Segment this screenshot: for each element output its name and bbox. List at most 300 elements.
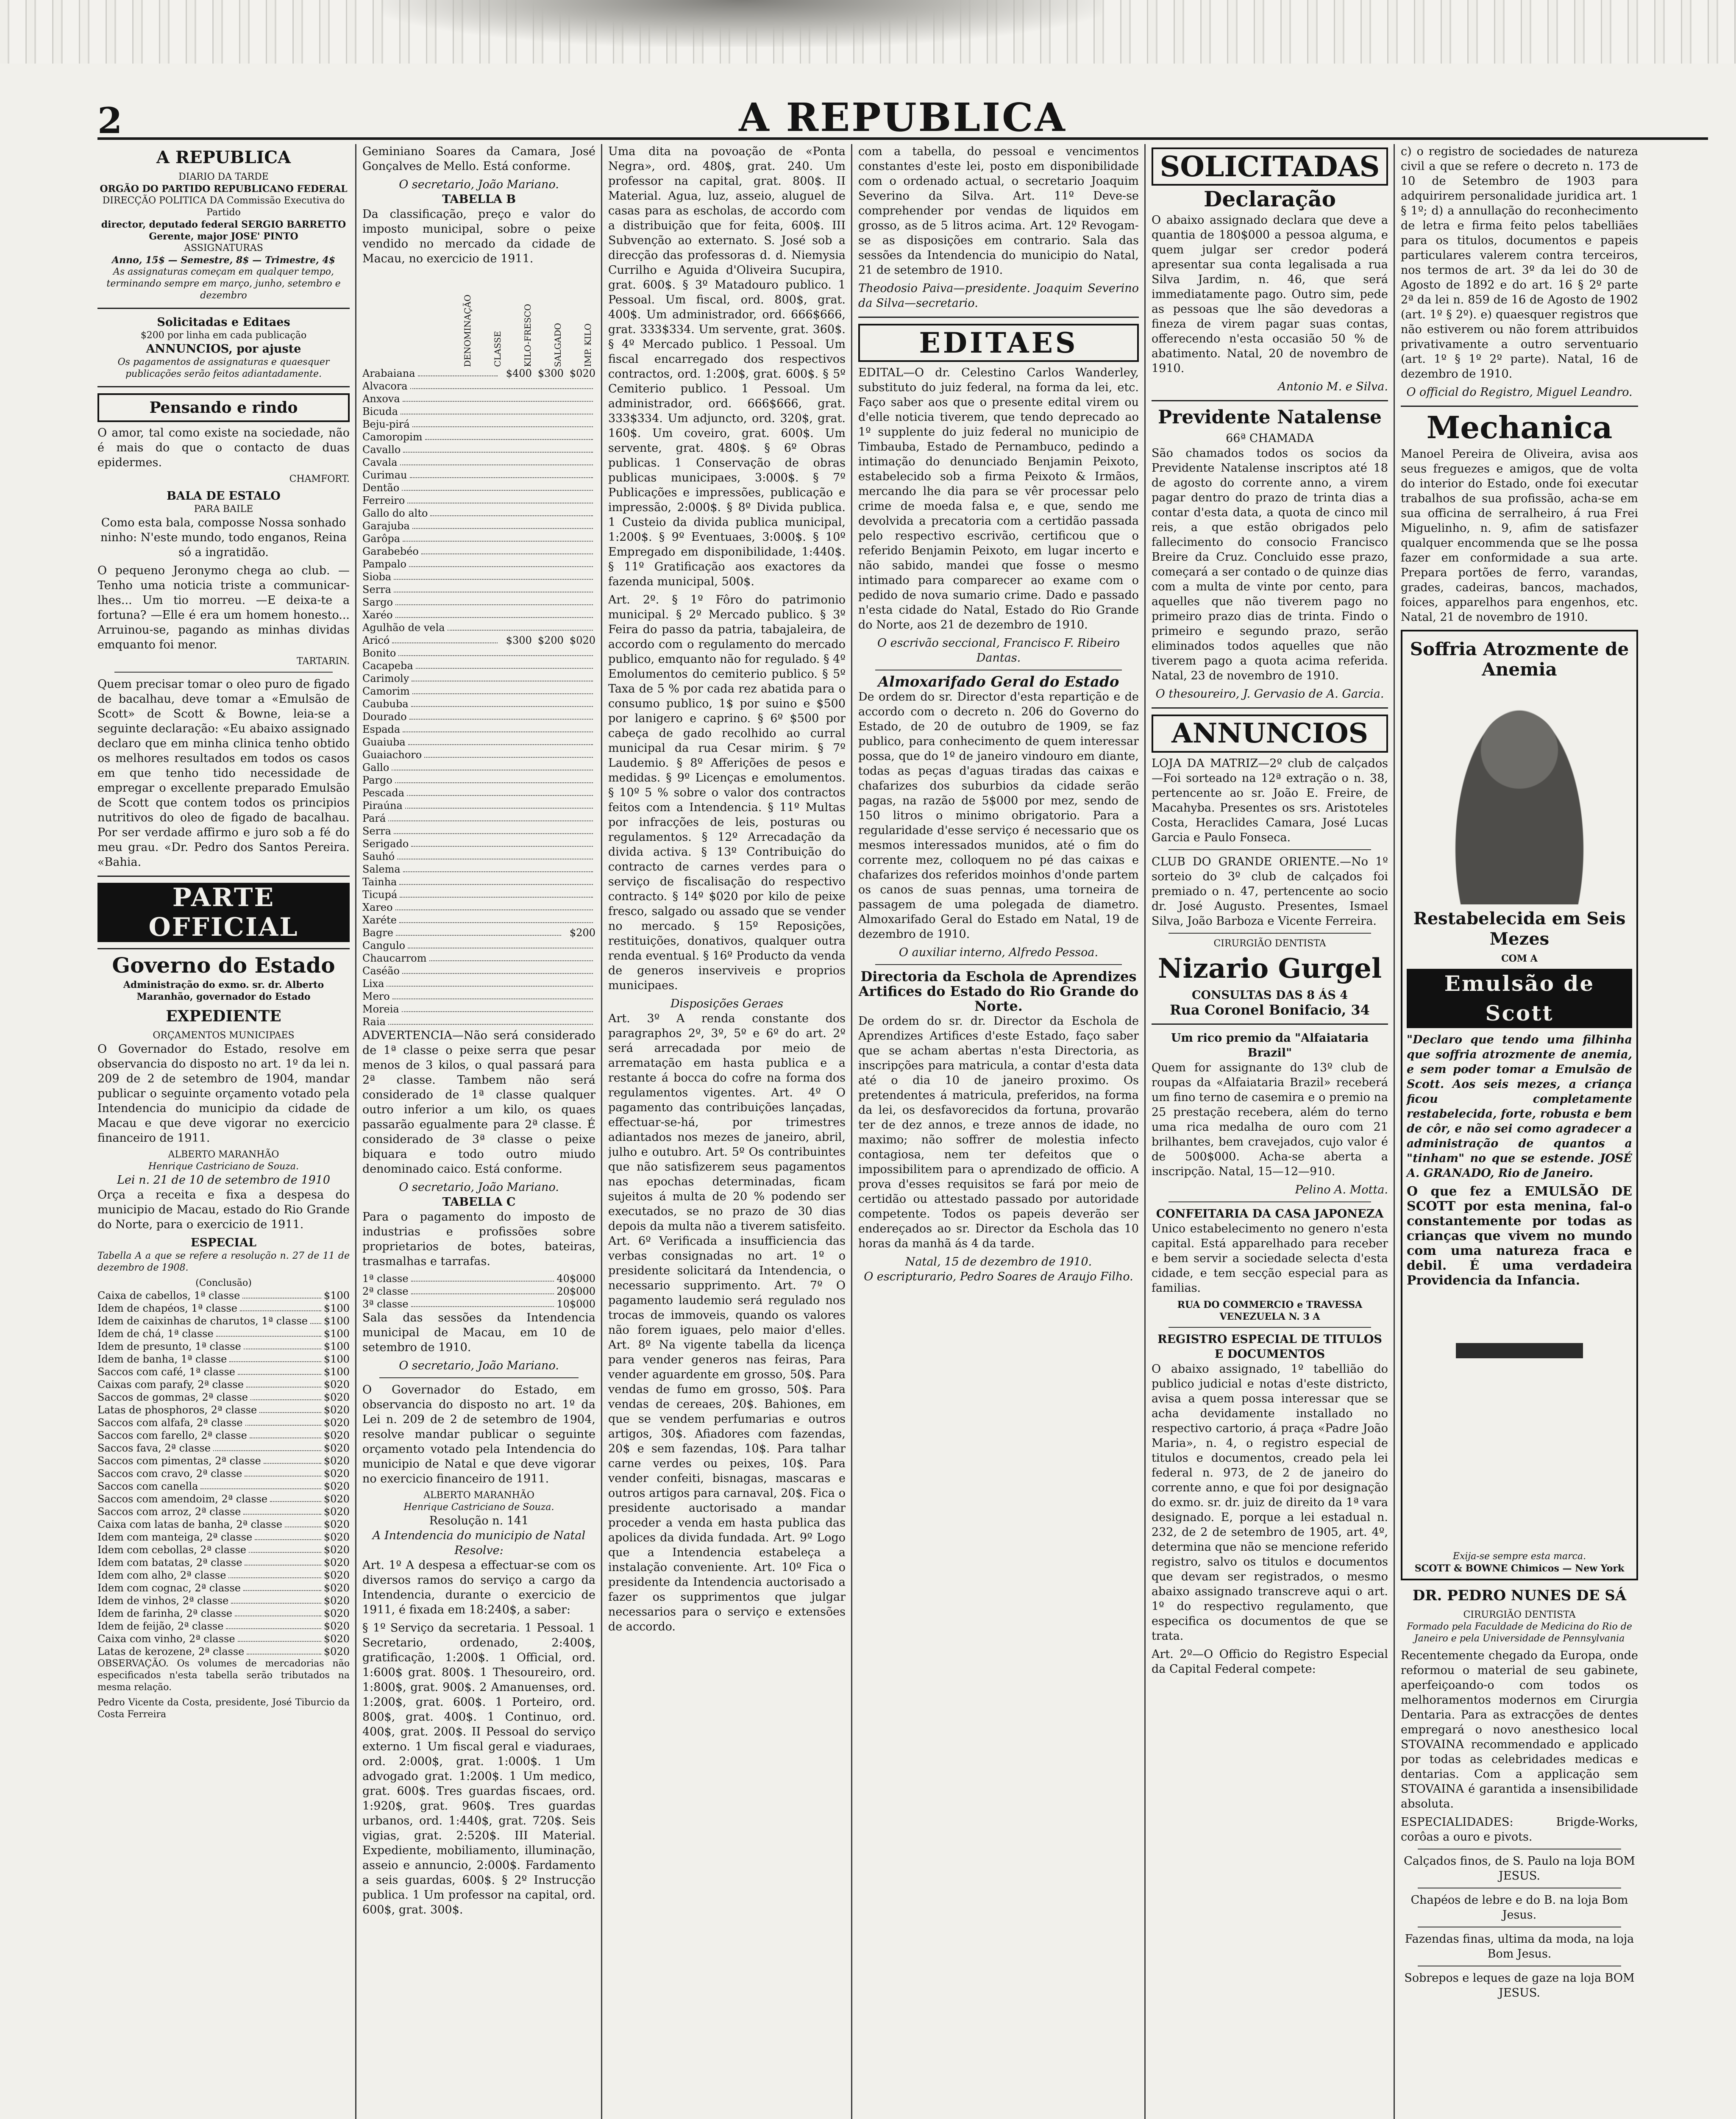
leader-dots xyxy=(285,1518,321,1527)
divider xyxy=(114,672,333,673)
fish-row xyxy=(362,443,595,456)
divider xyxy=(97,876,350,877)
tax-item-label: Caixa com latas de banha, 2ª classe xyxy=(97,1518,282,1530)
divider xyxy=(97,948,350,949)
fish-row xyxy=(362,520,595,532)
leader-dots xyxy=(398,647,593,656)
leader-dots xyxy=(402,1003,593,1012)
secretary-sign-3: O secretario, João Mariano. xyxy=(399,1359,559,1372)
tax-item-row xyxy=(97,1442,350,1454)
leader-dots xyxy=(408,736,593,745)
law-text: Orça a receita e fixa a despesa do municipio de Macau, estado do Rio Grande do Norte, para o exercicio de 1911. xyxy=(97,1188,350,1231)
hats-ad: Chapéos de lebre e do B. na loja Bom Jesus. xyxy=(1410,1894,1628,1922)
confeitaria-address: RUA DO COMMERCIO e TRAVESSA VENEZUELA N. 3 A xyxy=(1177,1299,1363,1322)
tax-item-row xyxy=(97,1620,350,1632)
leader-dots xyxy=(402,965,593,974)
fish-name: Sioba xyxy=(362,571,392,583)
fish-row xyxy=(362,977,595,990)
tax-item-label: Saccos com pimentas, 2ª classe xyxy=(97,1455,261,1467)
escola-title: Directoria da Eschola de Aprendizes Artifices do Estado do Rio Grande do Norte. xyxy=(858,968,1139,1014)
loja-text: LOJA DA MATRIZ—2º club de calçados—Foi sorteado na 12ª extração o n. 38, pertencente ao sr. João E. Freire, de Macahyba. Presentes os srs. Aristoteles Costa, Heraclides Camara, José Lucas Garcia e Paulo Fonseca. xyxy=(1152,757,1388,844)
premio-sign: Pelino A. Motta. xyxy=(1295,1183,1388,1196)
divider xyxy=(1401,406,1638,407)
declaracao-title: Declaração xyxy=(1204,186,1336,211)
tax-item-row xyxy=(97,1505,350,1518)
leader-dots xyxy=(270,1493,321,1502)
masthead: A REPUBLICA xyxy=(739,95,1067,140)
fish-name: Piraúna xyxy=(362,800,403,812)
fish-name: Camorim xyxy=(362,685,410,697)
fish-row xyxy=(362,901,595,914)
divider xyxy=(97,308,350,309)
leader-dots xyxy=(240,1302,321,1311)
tax-item-label: Idem de chapéos, 1ª classe xyxy=(97,1302,237,1314)
leader-dots xyxy=(403,863,593,872)
leader-dots xyxy=(412,418,593,427)
tax-item-value: $020 xyxy=(323,1442,350,1454)
registro-continued: c) o registro de sociedades de natureza civil a que se refere o decreto n. 173 de 10 de Setembro de 1903 para adquirirem personalidade juridica art. 1 § 1º; d) a annullação do reconhecimento de letra e firma feito pelos tabelliães para os titulos, documentos e papeis particulares valerem contra terceiros, nos termos de art. 3º da lei do 30 de Agosto de 1892 e do art. 16 § 2º parte 2ª da lei n. 859 de 16 de Agosto de 1902 (art. 1º § 2º). e) quaesquer registros que não estiverem ou não forem attribuidos privativamente a outro serventuario (art. 1º § 1º 2º parte). Natal, 16 de dezembro de 1910. xyxy=(1401,145,1638,381)
fish-row xyxy=(362,990,595,1003)
leader-dots xyxy=(395,774,593,783)
services-text: § 1º Serviço da secretaria. 1 Pessoal. 1 Secretario, ordenado, 2:400$, gratificação, 1:200$. 1 Official, ord. 1:600$ grat. 800$. 1 Thesoureiro, ord. 1:800$, grat. 900$. 2 Amanuenses, ord. 1:200$, grat. 600$. 1 Porteiro, ord. 800$, grat. 400$. 1 Continuo, ord. 400$, grat. 200$. II Pessoal do serviço externo. 1 Um fiscal geral e viaduraes, ord. 2:000$, grat. 1:000$. 1 Um advogado grat. 1:200$. 1 Um medico, grat. 600$. Tres guardas fiscaes, ord. 1:920$, grat. 960$. Tres guardas urbanos, ord. 1:440$, grat. 720$. Seis vigias, grat. 2:520$. III Material. Expediente, mobiliamento, illuminação, asseio e annuncio, 2:000$. Fardamento a seis guardas, 600$. § 2º Instrucção publica. 1 Um professor na capital, ord. 600$, grat. 300$. xyxy=(362,1621,595,1916)
fish-name: Serigado xyxy=(362,838,409,850)
secretary-sign: O secretario, João Mariano. xyxy=(399,178,559,191)
tax-item-row xyxy=(97,1327,350,1340)
fish-name: Cacapeba xyxy=(362,660,413,672)
class-label: 3ª classe xyxy=(362,1298,409,1310)
almoxarifado-title: Almoxarifado Geral do Estado xyxy=(878,673,1119,690)
leader-dots xyxy=(238,1632,321,1642)
fish-name: Serra xyxy=(362,825,391,837)
special-title: ESPECIAL xyxy=(190,1236,256,1249)
fish-row xyxy=(362,431,595,443)
tax-item-value: $020 xyxy=(323,1404,350,1416)
premio-text: Quem for assignante do 13º club de roupas da «Alfaiataria Brazil» receberá um fino terno de casemira e o premio na 25 prestação recebera, além do terno uma rica medalha de ouro com 21 brilhantes, bem cravejados, cujo valor é de 500$000. Acha-se aberta a inscripção. Natal, 15—12—910. xyxy=(1152,1061,1388,1178)
leader-dots xyxy=(403,443,593,453)
observation-text: OBSERVAÇÃO. Os volumes de mercadorias não especificados n'esta tabella serão tributados na mesma relação. xyxy=(97,1658,350,1693)
fish-price: $200 xyxy=(537,634,564,646)
table-b-header xyxy=(362,270,595,367)
tax-item-row xyxy=(97,1391,350,1404)
fish-row xyxy=(362,621,595,634)
leader-dots xyxy=(429,952,593,961)
ad-maker: SCOTT & BOWNE Chimicos — New York xyxy=(1414,1563,1625,1574)
leader-dots xyxy=(242,1289,321,1299)
tax-item-value: $020 xyxy=(323,1607,350,1619)
expediente-title: EXPEDIENTE xyxy=(166,1007,281,1025)
gov-text: O Governador do Estado, resolve em observancia do disposto no art. 1º da lei n. 209 de 2 de setembro de 1904, mandar publicar o seguinte orçamento votado pela Intendencia do municipio da cidade de Macau e que deve vigorar no exercicio financeiro de 1911. xyxy=(97,1043,350,1145)
fish-row xyxy=(362,863,595,876)
leader-dots xyxy=(430,507,593,516)
ad-headline: Soffria Atrozmente de Anemia xyxy=(1410,639,1629,680)
leader-dots xyxy=(394,583,593,592)
table-b-column-header: IMP. KILO xyxy=(583,323,593,367)
column-rule xyxy=(1144,144,1146,2119)
fish-name: Serra xyxy=(362,584,391,595)
tax-item-row xyxy=(97,1454,350,1467)
intendencia-signers: Theodosio Paiva—presidente. Joaquim Severino da Silva—secretario. xyxy=(858,282,1139,310)
escola-text: De ordem do sr. dr. Director da Eschola de Aprendizes Artifices d'este Estado, faço saber que se acham abertas n'esta Directoria, as inscripções para matricula, a contar d'esta data até o dia 10 de janeiro proximo. Os pretendentes á matricula, preferidos, na forma da lei, os desfavorecidos da fortuna, provarão ter de dez annos, e treze annos de idade, no maximo; não soffrer de molestia infecto contagiosa, nem ter defeitos que o impossibilitem para o aprendizado de officio. A prova d'esses requisitos se fará por meio de certidão ou attestado passado por autoridade competente. Todos os papeis deverão ser endereçados ao sr. Director da Eschola das 10 horas da manhã ás 4 da tarde. xyxy=(858,1015,1139,1250)
budget-end-text: com a tabella, do pessoal e vencimentos constantes d'este lei, posto em disponibilidade com o ordenado actual, o secretario Joaquim Severino da Silva. Art. 11º Deve-se comprehender por vendas de liquidos em grosso, as de 5 litros acima. Art. 12º Revogam-se as disposições em contrario. Sala das sessões da Intendencia do municipio do Natal, 21 de setembro de 1910. xyxy=(858,145,1139,277)
tax-item-label: Idem de vinhos, 2ª classe xyxy=(97,1595,229,1607)
previdente-title: Previdente Natalense xyxy=(1158,406,1382,428)
fish-row xyxy=(362,1003,595,1015)
fish-name: Cavala xyxy=(362,456,398,468)
tax-item-value: $020 xyxy=(323,1569,350,1581)
leader-dots xyxy=(245,1416,321,1426)
signer-secretary: Henrique Castriciano de Souza. xyxy=(148,1161,299,1172)
subscription-prices: Anno, 15$ — Semestre, 8$ — Trimestre, 4$ xyxy=(112,255,335,266)
intro-text: Geminiano Soares da Camara, José Gonçalves de Mello. Está conforme. xyxy=(362,145,595,173)
fish-row xyxy=(362,837,595,850)
secretary-sign-2: O secretario, João Mariano. xyxy=(399,1181,559,1194)
fish-name: Curimau xyxy=(362,469,407,481)
leader-dots xyxy=(397,850,593,859)
fish-name: Sargo xyxy=(362,596,393,608)
declaracao-sign: Antonio M. e Silva. xyxy=(1278,380,1388,393)
ad-com: COM A xyxy=(1501,953,1538,964)
tax-item-label: Saccos com farello, 2ª classe xyxy=(97,1429,247,1441)
tax-item-label: Caixas com parafy, 2ª classe xyxy=(97,1379,244,1390)
emulsion-text: Quem precisar tomar o oleo puro de figado de bacalhau, deve tomar a «Emulsão de Scott» de Scott & Bowne, leia-se a seguinte declaração: «Eu abaixo assignado declaro que em minha clinica tenho obtido os melhores resultados em todos os casos em que tenho tido necessidade de empregar o excellente preparado Emulsão de Scott que contem todos os principios nutritivos do oleo de figado de bacalhau. Por ser verdade affirmo e juro sob a fé do meu grau. «Dr. Pedro dos Santos Pereira. «Bahia. xyxy=(97,678,350,869)
fish-name: Camoropim xyxy=(362,431,423,443)
fish-row xyxy=(362,558,595,570)
doctor-specialties: ESPECIALIDADES: Brigde-Works, corôas a ouro e pivots. xyxy=(1401,1816,1638,1844)
fish-name: Dourado xyxy=(362,711,407,723)
leader-dots xyxy=(200,1480,321,1489)
divider xyxy=(1168,1327,1371,1328)
joke-author: TARTARIN. xyxy=(297,656,350,667)
ball-subtitle: PARA BAILE xyxy=(194,504,253,514)
fish-name: Chaucarrom xyxy=(362,952,427,964)
column-3 xyxy=(608,144,846,2119)
column-2 xyxy=(362,144,595,2119)
leader-dots xyxy=(245,1556,321,1566)
fish-price: $020 xyxy=(569,634,595,646)
tax-item-value: $020 xyxy=(323,1633,350,1645)
fish-name: Espada xyxy=(362,723,401,735)
leader-dots xyxy=(395,596,593,605)
fish-name: Garabebéo xyxy=(362,545,419,557)
tax-item-value: $100 xyxy=(323,1302,350,1314)
tax-item-label: Latas de kerozene, 2ª classe xyxy=(97,1646,245,1657)
confeitaria-text: Unico estabelecimento no genero n'esta capital. Está apparelhado para receber e bem servir a sociedade selecta d'esta cidade, e tem secção especial para as familias. xyxy=(1152,1222,1388,1295)
leader-dots xyxy=(243,1582,321,1591)
table-b-title: TABELLA B xyxy=(442,193,516,206)
class-value: 10$000 xyxy=(556,1298,595,1310)
page-stain xyxy=(381,0,1102,47)
resolution-title: Resolução n. 141 xyxy=(429,1514,529,1527)
escola-date: Natal, 15 de dezembro de 1910. xyxy=(905,1255,1092,1268)
escola-sign: O escripturario, Pedro Soares de Araujo Filho. xyxy=(864,1270,1133,1283)
tax-item-label: Saccos com amendoim, 2ª classe xyxy=(97,1493,268,1505)
budget-text-2: Art. 2º. § 1º Fôro do patrimonio municipal. § 2º Mercado publico. § 3º Feira do passo da patria, tabajaleira, de accordo com o regulamento do mercado publico, emquanto não for regulado. § 4º Emolumentos do cemiterio publico. § 5º Taxa de 5 % por cada rez abatida para o consumo publico, 1$ por suino e $500 por lanigero e caprino. § 6º $500 por cabeça de gado recolhido ao curral municipal da rua Cesar mirim. § 7º Laudemio. § 8º Afferições de pesos e medidas. § 9º Licenças e emolumentos. § 10º 5 % sobre o valor dos contractos feitos com a Intendencia. § 11º Multas por infracções de leis, posturas ou regulamentos. § 12º Arrecadação da divida activa. § 13º Contribuição do contracto de carnes verdes para o serviço de fiscalisação do respectivo contracto. § 14º $020 por kilo de peixe fresco, salgado ou assado que se vender no mercado. § 15º Reposições, restituições, donativos, qualquer outra renda eventual. § 16º Producto da venda de generos inserviveis e proprios municipaes. xyxy=(608,593,846,992)
leader-dots xyxy=(399,876,593,885)
almoxarifado-text: De ordem do sr. Director d'esta repartição e de accordo com o decreto n. 206 do Governo do Estado, de 20 de outubro de 1909, se faz publico, para conhecimento de quem interessar possa, que do 1º de janeiro vindouro em diante, todas as peças d'aguas tiradas das caixas e chafarizes dos suburbios da cidade serão pagas, na razão de 5$000 por mez, sendo de 150 litros o minimo obrigatorio. Para a regularidade d'esse serviço é necessario que os mesmos interessados munidos, até o fim do corrente mez, colloquem no pé das caixas e chafarizes dos referidos moinhos d'onde partem os canos de suas pennas, uma torneira de passagem de uma polegada de diametro. Almoxarifado Geral do Estado em Natal, 19 de dezembro de 1910. xyxy=(858,690,1139,941)
ad-tag: Exija-se sempre esta marca. xyxy=(1452,1551,1586,1562)
tax-item-row xyxy=(97,1365,350,1378)
orcamentos-title: ORÇAMENTOS MUNICIPAES xyxy=(153,1030,295,1041)
divider xyxy=(97,386,350,387)
tax-item-label: Latas de phosphoros, 2ª classe xyxy=(97,1404,257,1416)
sala-text: Sala das sessões da Intendencia municipal de Macau, em 10 de setembro de 1910. xyxy=(362,1311,595,1354)
resolution-text: A Intendencia do municipio de Natal Resolve: xyxy=(372,1529,586,1557)
fish-row xyxy=(362,685,595,698)
class-label: 1ª classe xyxy=(362,1273,409,1285)
dentist-address: Rua Coronel Bonifacio, 34 xyxy=(1170,1002,1370,1018)
fish-row xyxy=(362,405,595,418)
tax-item-label: Caixa com vinho, 2ª classe xyxy=(97,1633,235,1645)
fish-row xyxy=(362,698,595,710)
leader-dots xyxy=(407,494,593,503)
leader-dots xyxy=(394,825,593,834)
leader-dots xyxy=(388,812,593,821)
tax-item-value: $020 xyxy=(323,1620,350,1632)
leader-dots xyxy=(409,710,593,720)
tax-item-value: $020 xyxy=(323,1429,350,1441)
tax-item-row xyxy=(97,1543,350,1556)
fish-name: Carimoly xyxy=(362,673,409,684)
subscription-note: As assignaturas começam em qualquer tempo, terminando sempre em março, junho, setembro e dezembro xyxy=(106,267,341,301)
leader-dots xyxy=(400,888,593,898)
leader-dots xyxy=(403,723,593,732)
fish-name: Lixa xyxy=(362,978,384,990)
paper-title: A REPUBLICA xyxy=(156,147,291,167)
fish-name: Alvacora xyxy=(362,380,408,392)
signer-2: ALBERTO MARANHÃO xyxy=(423,1490,534,1501)
paper-subtitle: DIARIO DA TARDE xyxy=(178,172,269,182)
joke-text: O pequeno Jeronymo chega ao club. —Tenho uma noticia triste a communicar-lhes... Um tio morreu. —E deixa-te a fortuna? —Elle é era um homem honesto... Arruinou-se, pagando as minhas dividas emquanto foi menor. xyxy=(97,564,350,651)
table-b-column-header: KILO-FRESCO xyxy=(523,304,533,367)
divider xyxy=(875,964,1122,965)
fish-name: Guaiachoro xyxy=(362,749,422,761)
class-table xyxy=(362,1272,595,1310)
leader-dots xyxy=(244,1340,321,1349)
leader-dots xyxy=(213,1442,321,1451)
fish-name: Dentão xyxy=(362,482,400,494)
table-c-text: Para o pagamento do imposto de industrias e profissões sobre proprietarios de botes, bateiras, trasmalhas e tarrafas. xyxy=(362,1210,595,1268)
leader-dots xyxy=(410,380,593,389)
edital-text: EDITAL—O dr. Celestino Carlos Wanderley, substituto do juiz federal, na forma da lei, etc. Faço saber aos que o presente edital virem ou d'elle noticia tiverem, que tendo deprecado ao 1º supplente do juiz federal no municipio de Timbauba, Estado de Pernambuco, pedindo a intimação do denunciado Benjamin Peixoto, estabelecido sob a firma Peixoto & Irmãos, mercando lhe dia para se vêr processar pelo crime de moeda falsa e, e que, sendo me devolvida a precatoria com a certidão passada pelo respectivo escrivão, certificou que o referido Benjamin Peixoto, em lugar incerto e não sabido, mandei que fosse o mesmo intimado para comparecer ao exame com o pedido de nova sumario crime. Dado e passado n'esta cidade do Natal, Estado do Rio Grande do Norte, aos 21 de dezembro de 1910. xyxy=(858,366,1139,631)
leader-dots xyxy=(407,787,593,796)
class-label: 2ª classe xyxy=(362,1285,409,1297)
tax-item-value: $020 xyxy=(323,1480,350,1492)
divider xyxy=(858,317,1139,318)
mechanica-title: Mechanica xyxy=(1426,409,1613,445)
gov2-text: O Governador do Estado, em observancia do disposto no art. 1º da Lei n. 209 de 2 de setembro de 1904, resolve mandar publicar o seguinte orçamento votado pela Intendencia do municipio de Natal e que deve vigorar no exercicio financeiro de 1911. xyxy=(362,1383,595,1485)
fish-name: Agulhão de vela xyxy=(362,622,445,634)
fish-row xyxy=(362,456,595,469)
tax-item-row xyxy=(97,1302,350,1315)
leader-dots xyxy=(412,672,593,681)
fish-row xyxy=(362,596,595,609)
tax-item-value: $020 xyxy=(323,1595,350,1607)
tax-item-label: Idem com manteiga, 2ª classe xyxy=(97,1531,253,1543)
page-number: 2 xyxy=(97,100,122,142)
dentist-hours: CONSULTAS DAS 8 ÁS 4 xyxy=(1191,989,1348,1002)
registro-title: REGISTRO ESPECIAL DE TITULOS E DOCUMENTOS xyxy=(1157,1333,1382,1361)
doctor-name: DR. PEDRO NUNES DE SÁ xyxy=(1412,1587,1627,1604)
fish-row xyxy=(362,799,595,812)
official-sign: O official do Registro, Miguel Leandro. xyxy=(1406,386,1633,399)
solicitadas-title: SOLICITADAS xyxy=(1152,147,1388,186)
fish-name: Bonito xyxy=(362,647,396,659)
leader-dots xyxy=(411,1298,554,1307)
ad-promise: O que fez a EMULSÃO DE SCOTT por esta menina, fal-o constantemente por todas as crianças que vivem no mundo com uma natureza fraca e debil. É uma verdadeira Providencia da Infancia. xyxy=(1407,1184,1632,1288)
conclusion-note: (Conclusão) xyxy=(195,1278,252,1288)
tax-item-value: $100 xyxy=(323,1290,350,1301)
fish-price: $300 xyxy=(506,634,532,646)
leader-dots xyxy=(418,367,498,376)
leader-dots xyxy=(229,1353,321,1362)
fish-name: Pargo xyxy=(362,774,392,786)
fisherman-trademark-icon xyxy=(1456,1292,1583,1546)
art1-text: Art. 1º A despesa a effectuar-se com os diversos ramos do serviço a cargo da Intendencia, durante o exercicio de 1911, é fixada em 18:240$, a saber: xyxy=(362,1559,595,1616)
fish-row xyxy=(362,380,595,392)
fish-name: Cangulo xyxy=(362,940,406,951)
fish-row xyxy=(362,481,595,494)
tax-item-row xyxy=(97,1632,350,1645)
leader-dots xyxy=(255,1531,321,1540)
budget-text-1: Uma dita na povoação de «Ponta Negra», ord. 480$, grat. 240. Um professor na capital, grat. 800$. II Material. Agua, luz, asseio, aluguel de casas para as escholas, de accordo com a distribuição que for feita, 600$. III Subvenção ao externato. S. José sob a direcção das professoras d. d. Niemysia Currilho e Aguida d'Oliveira Sucupira, grat. 600$. § 3º Matadouro publico. 1 Pessoal. Um fiscal, ord. 800$, grat. 400$. Um administrador, ord. 666$666, grat. 333$334. Um servente, grat. 360$. § 4º Mercado publico. 1 Pessoal. Um fiscal encarregado dos respectivos contractos, ord. 1:200$, grat. 600$. § 5º Cemiterio publico. 1 Pessoal. Um administrador, ord. 666$666, grat. 333$334. Um adjuncto, ord. 320$, grat. 160$. Um coveiro, grat. 600$. Um servente, grat. 480$. § 6º Obras publicas. 1 Conservação de obras publicas municipaes, 3:000$. § 7º Publicações e impressões, publicação e impressão, 2:000$. § 8º Divida publica. 1 Custeio da divida publica municipal, 1:200$. § 9º Eventuaes, 3:000$. § 10º Empregado em disponibilidade, 1:440$. § 11º Gratificação aos exactores da fazenda municipal, 500$. xyxy=(608,145,846,588)
chamada-title: 66ª CHAMADA xyxy=(1226,432,1314,445)
fish-name: Aricó xyxy=(362,634,390,646)
fish-row xyxy=(362,876,595,888)
fish-row xyxy=(362,545,595,558)
fish-name: Guaiuba xyxy=(362,736,406,748)
class-row xyxy=(362,1298,595,1310)
leader-dots xyxy=(392,761,593,770)
fish-price: $200 xyxy=(569,927,595,939)
solicited-title: Solicitadas e Editaes xyxy=(157,316,290,329)
fish-row xyxy=(362,392,595,405)
fish-name: Arabaiana xyxy=(362,367,415,379)
fish-price: $020 xyxy=(569,367,595,379)
tax-item-label: Saccos com canella xyxy=(97,1480,198,1492)
fish-name: Mero xyxy=(362,990,390,1002)
paper-direction: DIRECÇÃO POLITICA DA Commissão Executiva do Partido xyxy=(102,195,345,218)
tax-item-row xyxy=(97,1416,350,1429)
tax-item-row xyxy=(97,1340,350,1353)
fish-row xyxy=(362,710,595,723)
fans-ad: Fazendas finas, ultima da moda, na loja Bom Jesus. xyxy=(1405,1933,1634,1960)
fish-name: Pará xyxy=(362,812,386,824)
umbrellas-ad: Sobrepos e leques de gaze na loja BOM JESUS. xyxy=(1404,1972,1635,1999)
fish-name: Cavallo xyxy=(362,444,401,456)
fish-name: Moreia xyxy=(362,1003,399,1015)
leader-dots xyxy=(245,1467,321,1477)
fish-row xyxy=(362,1015,595,1028)
leader-dots xyxy=(247,1645,321,1655)
column-rule xyxy=(851,144,852,2119)
ad-restab: Restabelecida em Seis Mezes xyxy=(1413,909,1626,949)
gov-admin: Administração do exmo. sr. dr. Alberto Maranhão, governador do Estado xyxy=(123,979,324,1002)
tax-item-value: $020 xyxy=(323,1544,350,1556)
ad-quote: "Declaro que tendo uma filhinha que soffria atrozmente de anemia, e sem poder tomar a Emulsão de Scott. Aos seis mezes, a criança ficou completamente restabelecida, forte, robusta e bem de côr, e não sei como agradecer a administração de quantos a "tinham" no que se estende. JOSÉ A. GRANADO, Rio de Janeiro. xyxy=(1407,1033,1632,1180)
divider xyxy=(1168,849,1371,850)
tax-item-row xyxy=(97,1480,350,1493)
official-section-title: PARTE OFFICIAL xyxy=(97,883,350,942)
fish-row xyxy=(362,723,595,736)
paper-manager: Gerente, major JOSE' PINTO xyxy=(149,231,298,242)
tax-item-row xyxy=(97,1353,350,1365)
tax-item-row xyxy=(97,1531,350,1543)
tax-item-label: Saccos com arroz, 2ª classe xyxy=(97,1506,241,1518)
tax-item-label: Idem de presunto, 1ª classe xyxy=(97,1340,241,1352)
fish-row xyxy=(362,507,595,520)
tax-item-row xyxy=(97,1429,350,1442)
quote-text: O amor, tal como existe na sociedade, não é mais do que o contacto de duas epidermes. xyxy=(97,426,350,469)
fish-row xyxy=(362,761,595,774)
fish-name: Ticupá xyxy=(362,889,398,901)
leader-dots xyxy=(231,1594,321,1604)
thesoureiro-sign: O thesoureiro, J. Gervasio de A. Garcia. xyxy=(1155,687,1384,701)
signer-2-secretary: Henrique Castriciano de Souza. xyxy=(403,1502,554,1513)
fish-row xyxy=(362,469,595,481)
leader-dots xyxy=(228,1569,321,1578)
fish-row xyxy=(362,748,595,761)
tax-item-value: $020 xyxy=(323,1417,350,1429)
tax-item-row xyxy=(97,1289,350,1302)
leader-dots xyxy=(264,1454,321,1464)
leader-dots xyxy=(395,901,593,910)
leader-dots xyxy=(425,431,593,440)
fish-row xyxy=(362,939,595,952)
subscriptions-title: ASSIGNATURAS xyxy=(184,243,263,253)
leader-dots xyxy=(411,837,593,847)
tax-item-label: Idem de feijão, 2ª classe xyxy=(97,1620,224,1632)
ads-note: Os pagamentos de assignaturas e quaesquer publicações serão feitos adiantadamente. xyxy=(117,357,330,379)
fish-name: Gallo do alto xyxy=(362,507,428,519)
club-text: CLUB DO GRANDE ORIENTE.—No 1º sorteio do 3º club de calçados foi premiado o n. 47, pertencente ao socio dr. José Augusto. Presentes, Ismael Silva, João Barboza e Vicente Ferreira. xyxy=(1152,855,1388,928)
table-c-title: TABELLA C xyxy=(442,1196,516,1209)
tax-item-row xyxy=(97,1594,350,1607)
divider xyxy=(1152,707,1388,709)
doctor-label: CIRURGIÃO DENTISTA xyxy=(1463,1610,1576,1620)
registro-text: O abaixo assignado, 1º tabellião do publico judicial e notas d'este districto, avisa a quem possa interessar que se acha devidamente installado no respectivo cartorio, á praça «Padre João Maria», n. 4, o registro especial de titulos e documentos, creado pela lei federal n. 973, de 2 de janeiro do corrente anno, e que foi por designação do exmo. sr. dr. juiz de direito da 1ª vara designado. E, porque a lei estadual n. 232, de 2 de setembro de 1905, art. 4º, determina que não se mencione referido registro, salvo os titulos e documentos que devam ser registrados, o mesmo abaixo assignado transcreve aqui o art. 1º do respectivo regulamento, que especifica os documentos de que se trata. xyxy=(1152,1363,1388,1643)
mechanica-text: Manoel Pereira de Oliveira, avisa aos seus freguezes e amigos, que de volta do interior do Estado, onde foi executar trabalhos de sua profissão, acha-se em sua officina de serralheiro, á rua Frei Miguelinho, n. 9, afim de satisfazer qualquer encommenda que se lhe possa fazer em conformidade a sua arte. Prepara portões de ferro, varandas, grades, cadeiras, bancos, machados, foices, apparelhos para engenhos, etc. Natal, 21 de novembro de 1910. xyxy=(1401,448,1638,624)
fish-row xyxy=(362,812,595,825)
table-b-column-header: DENOMINAÇÃO xyxy=(462,295,473,367)
fish-row xyxy=(362,965,595,977)
class-value: 40$000 xyxy=(556,1273,595,1285)
fish-row xyxy=(362,609,595,621)
fish-row xyxy=(362,850,595,863)
leader-dots xyxy=(395,609,593,618)
tax-item-row xyxy=(97,1404,350,1416)
fish-row xyxy=(362,787,595,799)
tax-item-value: $020 xyxy=(323,1518,350,1530)
leader-dots xyxy=(416,659,593,669)
doctor-description: Recentemente chegado da Europa, onde reformou o material de seu gabinete, aperfeiçoando-o com todos os melhoramentos modernos em Cirurgia Dentaria. Para as extracções de dentes empregará o novo anesthesico local STOVAINA recommendado e applicado por todas as celebridades medicas e dentarias. Com a applicação sem STOVAINA é garantida a insensibilidade absoluta. xyxy=(1401,1649,1638,1810)
fish-name: Pescada xyxy=(362,787,405,799)
tax-item-row xyxy=(97,1645,350,1658)
table-a-note: Tabella A a que se refere a resolução n. 27 de 11 de dezembro de 1908. xyxy=(97,1251,350,1273)
fish-name: Salema xyxy=(362,863,401,875)
fish-name: Sauhó xyxy=(362,851,395,862)
leader-dots xyxy=(410,469,593,478)
column-rule xyxy=(601,144,602,2119)
tax-item-row xyxy=(97,1569,350,1582)
tax-item-label: Saccos de gommas, 2ª classe xyxy=(97,1391,248,1403)
ad-brand: Emulsão de Scott xyxy=(1407,969,1632,1028)
tax-item-label: Idem de caixinhas de charutos, 1ª classe xyxy=(97,1315,308,1327)
tax-item-label: Saccos com café, 1ª classe xyxy=(97,1366,235,1378)
fish-row xyxy=(362,494,595,507)
leader-dots xyxy=(396,926,561,936)
confeitaria-title: CONFEITARIA DA CASA JAPONEZA xyxy=(1156,1207,1384,1221)
emulsion-ad xyxy=(1401,630,1638,1580)
